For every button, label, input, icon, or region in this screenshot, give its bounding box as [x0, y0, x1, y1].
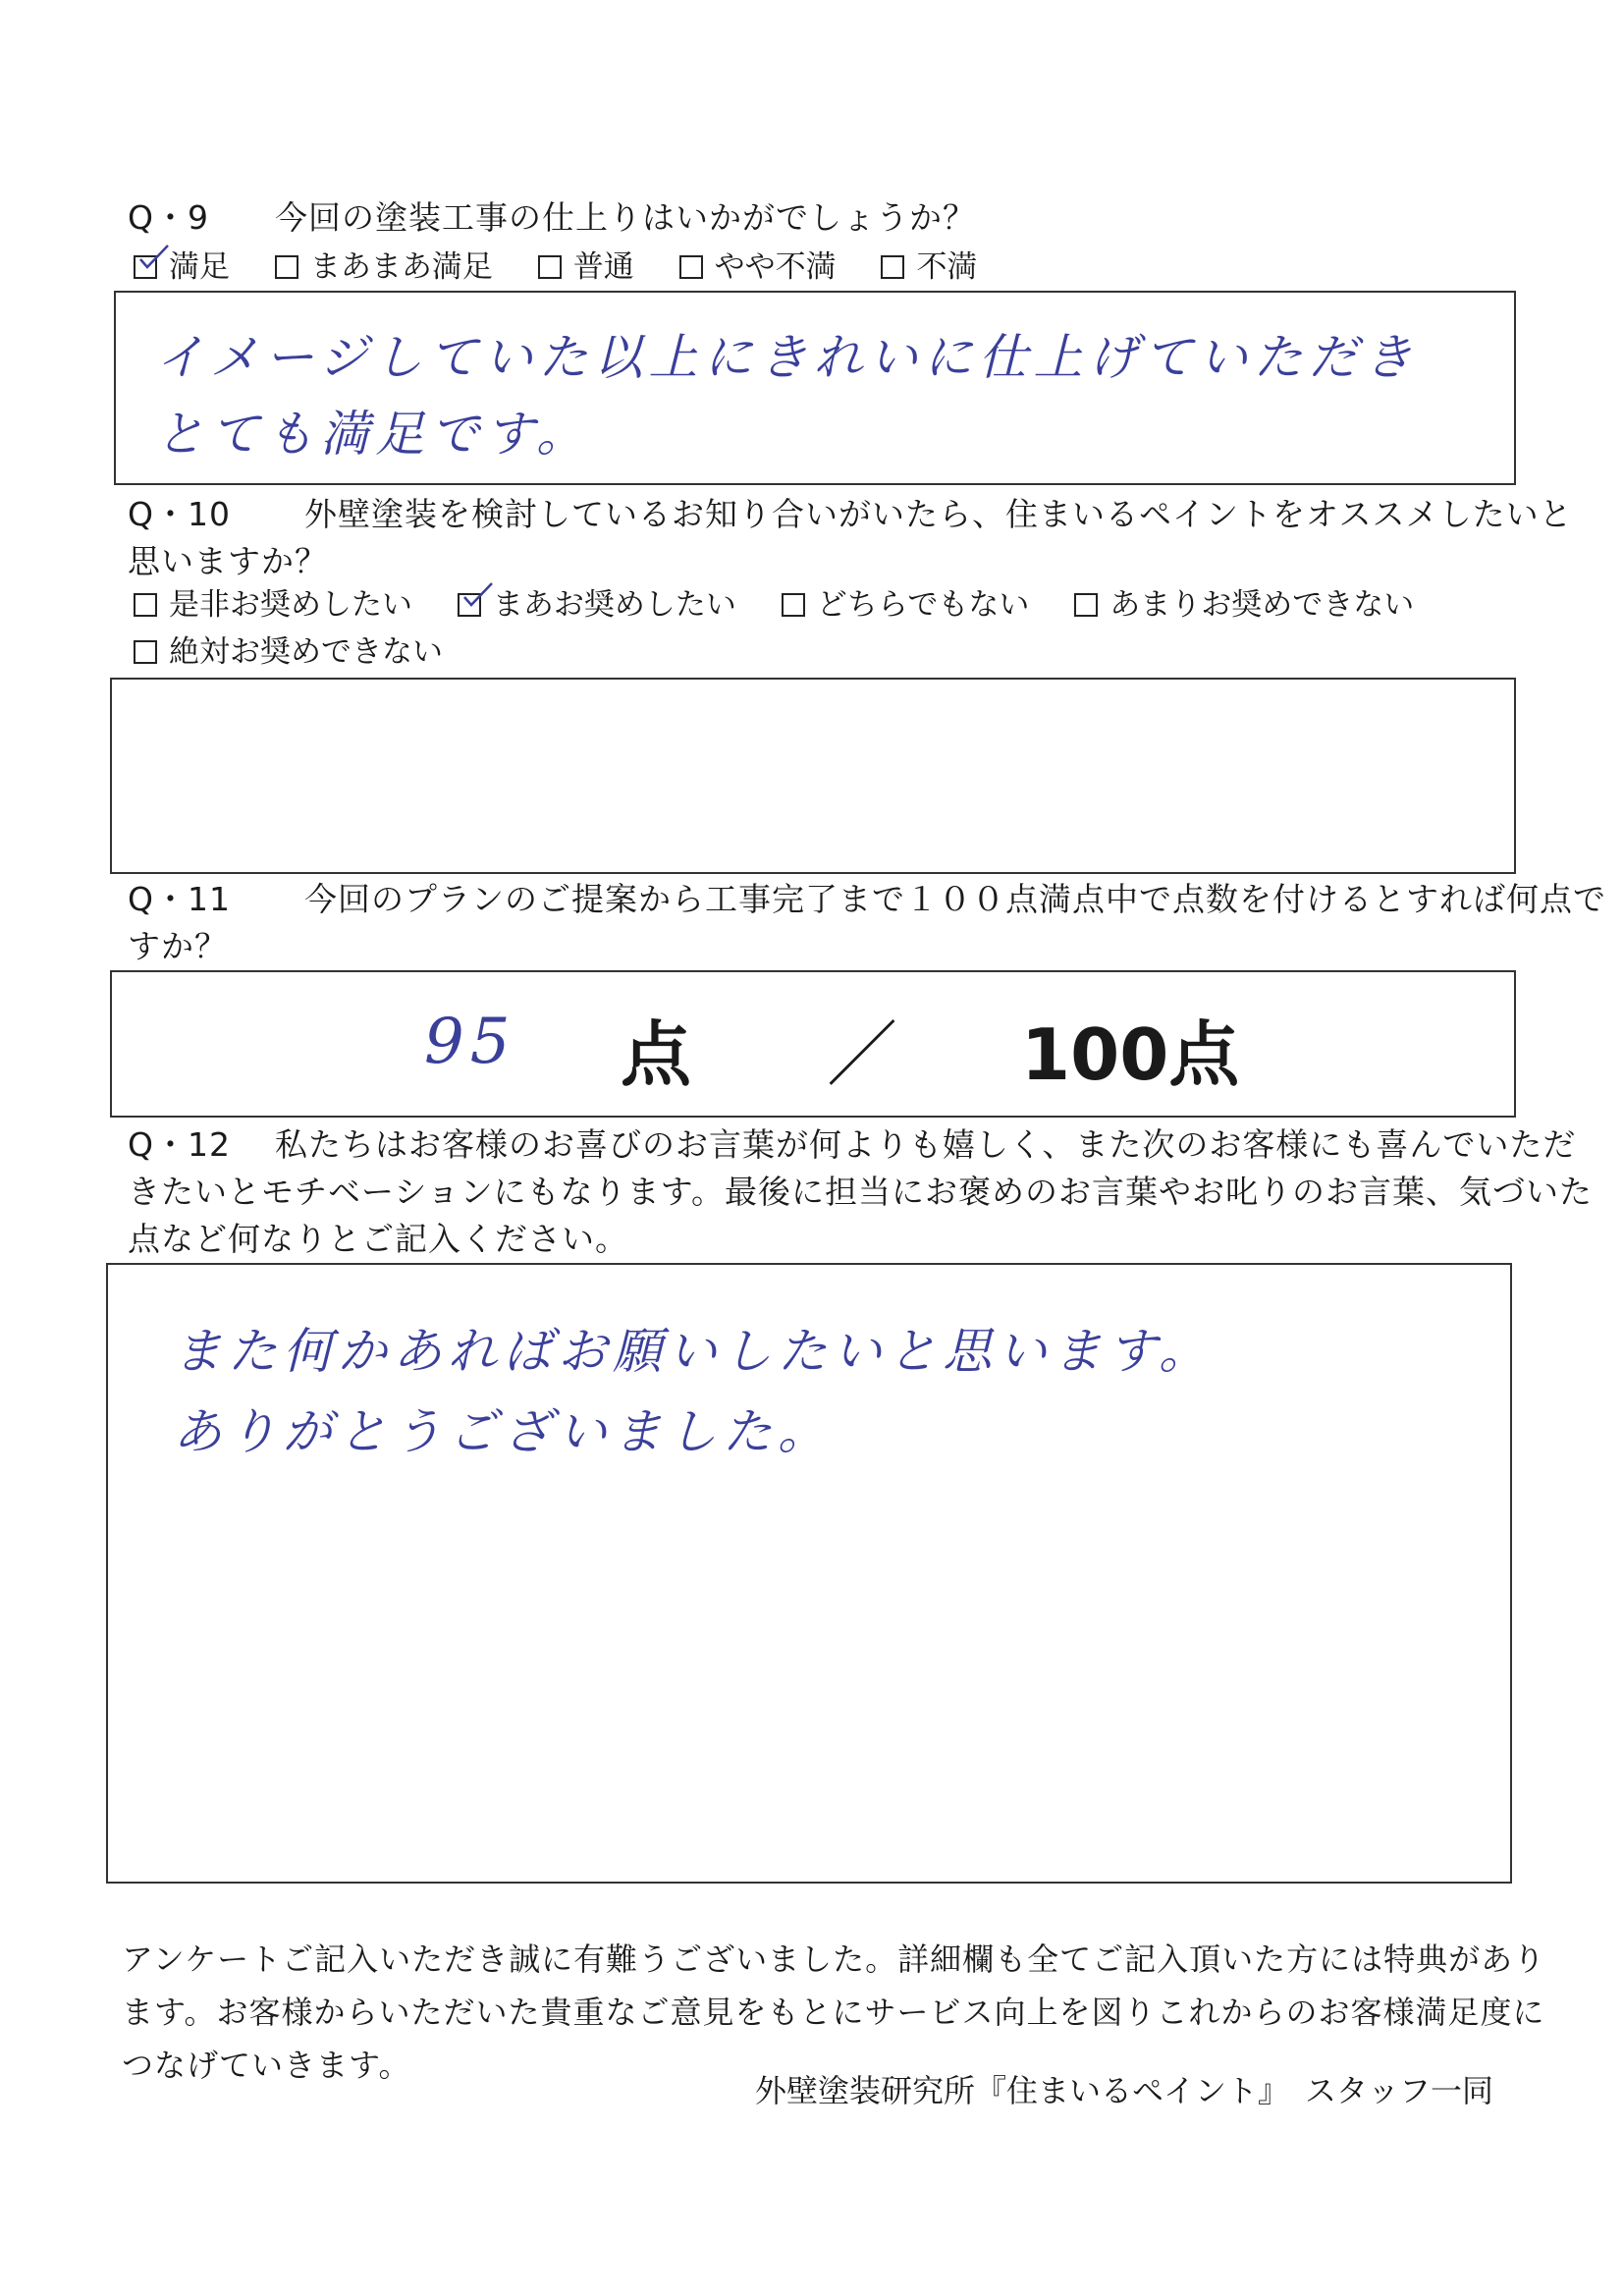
q12-answer-line-1: また何かあればお願いしたいと思います。: [173, 1323, 1214, 1380]
q10-answer-box[interactable]: [110, 678, 1516, 874]
q10-number: Q・10: [128, 495, 231, 533]
q9-number: Q・9: [128, 198, 209, 237]
q10-text-2: 思いますか？: [128, 542, 328, 580]
checkbox[interactable]: [1074, 593, 1098, 617]
checkbox[interactable]: [881, 255, 904, 279]
q11-max-score: 100点: [1021, 1013, 1240, 1096]
footer-line-2: ます。お客様からいただいた貴重なご意見をもとにサービス向上を図りこれからのお客様満足度に: [122, 1994, 1545, 2031]
q9-option-2[interactable]: まあまあ満足: [275, 246, 493, 289]
q9-option-5[interactable]: 不満: [881, 246, 977, 289]
check-mark-icon: [461, 581, 495, 611]
q10-options-row-2: [134, 630, 478, 674]
checkbox-checked[interactable]: [134, 255, 157, 279]
checkbox[interactable]: [134, 640, 157, 664]
q10-option-5[interactable]: 絶対お奨めできない: [134, 630, 443, 674]
checkbox[interactable]: [275, 255, 298, 279]
checkbox[interactable]: [538, 255, 562, 279]
q12-answer-line-2: ありがとうございました。: [173, 1403, 833, 1460]
q12-question: [128, 1121, 1576, 1169]
q9-answer-box[interactable]: [114, 291, 1516, 485]
q9-answer-line-2: とても満足です。: [155, 406, 591, 463]
q9-options: [134, 246, 1012, 289]
q9-question: [128, 194, 976, 242]
q9-option-4[interactable]: やや不満: [679, 246, 837, 289]
checkbox[interactable]: [679, 255, 703, 279]
q11-score-handwritten: 95: [424, 1006, 516, 1078]
q12-number: Q・12: [128, 1125, 231, 1164]
checkbox-checked[interactable]: [458, 593, 481, 617]
q9-option-3[interactable]: 普通: [538, 246, 634, 289]
q12-answer-box[interactable]: [106, 1263, 1512, 1884]
footer-line-3: つなげていきます。: [122, 2047, 411, 2084]
q11-question: [128, 876, 1606, 923]
checkbox[interactable]: [782, 593, 805, 617]
footer-line-1: アンケートご記入いただき誠に有難うございました。詳細欄も全てご記入頂いた方には特典があり: [122, 1941, 1546, 1978]
q12-text-2: きたいとモチベーションにもなります。最後に担当にお褒めのお言葉やお叱りのお言葉、気づいた: [128, 1173, 1594, 1211]
q11-text-1: 今回のプランのご提案から工事完了まで１００点満点中で点数を付けるとすれば何点で: [304, 880, 1606, 918]
q11-separator: ／: [827, 1013, 898, 1096]
q10-question: [128, 491, 1573, 538]
checkbox[interactable]: [134, 593, 157, 617]
q11-text-2: すか？: [128, 927, 228, 965]
q10-option-1[interactable]: 是非お奨めしたい: [134, 583, 412, 627]
q11-score-unit: 点: [621, 1013, 692, 1096]
q10-option-3[interactable]: どちらでもない: [782, 583, 1030, 627]
q10-option-4[interactable]: あまりお奨めできない: [1074, 583, 1414, 627]
q9-text: 今回の塗装工事の仕上りはいかがでしょうか？: [275, 198, 976, 237]
q12-text-1: 私たちはお客様のお喜びのお言葉が何よりも嬉しく、また次のお客様にも喜んでいただ: [275, 1125, 1577, 1164]
q10-text-1: 外壁塗装を検討しているお知り合いがいたら、住まいるペイントをオススメしたいと: [304, 495, 1573, 533]
q10-option-2[interactable]: まあお奨めしたい: [458, 583, 736, 627]
q11-answer-box[interactable]: [110, 970, 1516, 1118]
q10-options-row-1: [134, 583, 1449, 627]
q9-answer-line-1: イメージしていた以上にきれいに仕上げていただき: [155, 329, 1419, 386]
q12-text-3: 点など何なりとご記入ください。: [128, 1220, 628, 1258]
check-mark-icon: [137, 244, 171, 273]
q11-number: Q・11: [128, 880, 231, 918]
q9-option-1[interactable]: 満足: [134, 246, 230, 289]
footer-signature: 外壁塗装研究所『住まいるペイント』 スタッフ一同: [754, 2072, 1493, 2109]
